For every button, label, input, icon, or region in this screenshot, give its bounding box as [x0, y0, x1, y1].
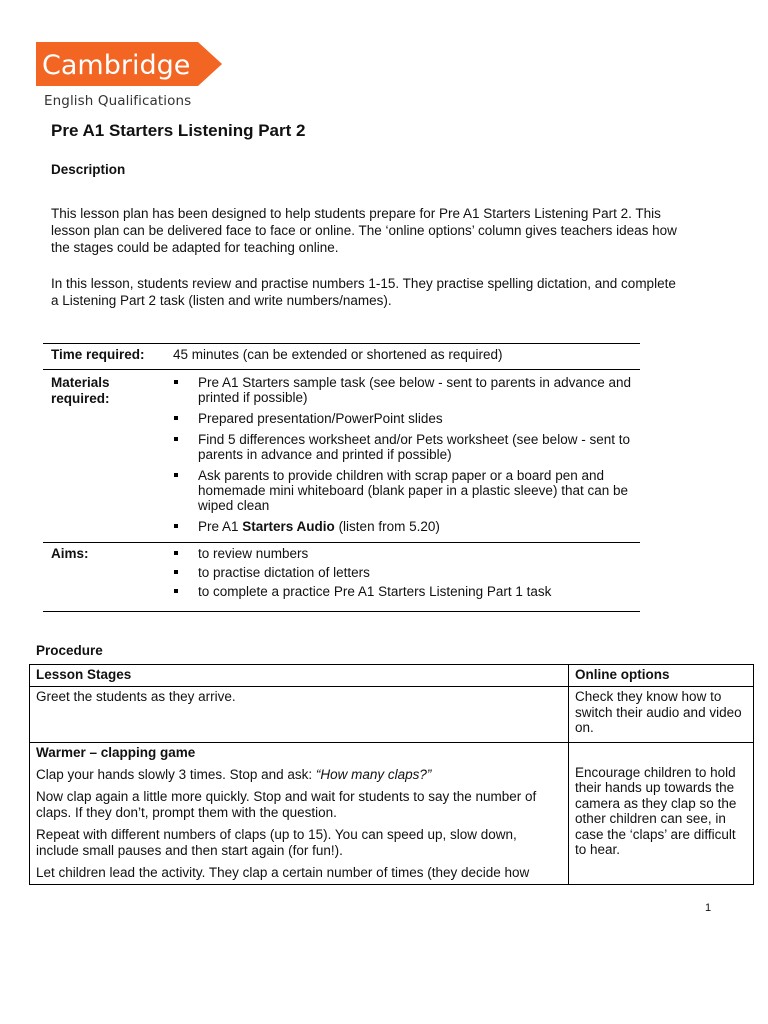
col-online-options: Online options	[569, 665, 754, 687]
description-paragraph-1: This lesson plan has been designed to help students prepare for Pre A1 Starters Listening Part 2. This lesson plan can be delivered face to face or online. The ‘online options’ column gives teachers ideas how the stages could be adapted for teaching online.	[51, 206, 677, 255]
page-number: 1	[705, 902, 712, 914]
page-title: Pre A1 Starters Listening Part 2	[51, 121, 306, 140]
col-lesson-stages: Lesson Stages	[30, 665, 569, 687]
cambridge-logo	[36, 42, 222, 86]
warmer-step: Clap your hands slowly 3 times. Stop and ask: “How many claps?”	[36, 766, 432, 782]
aims-item: to complete a practice Pre A1 Starters Listening Part 1 task	[173, 584, 640, 599]
time-value: 45 minutes (can be extended or shortened as required)	[173, 344, 640, 370]
logo-subtitle: English Qualifications	[44, 93, 192, 109]
option-cell-warmer: Encourage children to hold their hands up towards the camera as they clap so the other children can see, in case the ‘claps’ are difficult to hear.	[569, 742, 754, 884]
stage-cell: Greet the students as they arrive.	[30, 687, 569, 743]
aims-label: Aims:	[43, 543, 173, 612]
logo-brand-text: Cambridge	[42, 50, 191, 81]
option-cell: Check they know how to switch their audio and video on.	[569, 687, 754, 743]
warmer-step: Now clap again a little more quickly. Stop and wait for students to say the number of claps. If they don’t, prompt them with the question.	[36, 788, 537, 820]
procedure-table	[29, 664, 754, 885]
aims-item: to review numbers	[173, 546, 640, 561]
procedure-heading: Procedure	[36, 643, 103, 658]
starters-audio-label: Starters Audio	[242, 519, 335, 534]
warmer-step: Repeat with different numbers of claps (up to 15). You can speed up, slow down, include small pauses and then start again (for fun!).	[36, 826, 517, 858]
description-paragraph-2: In this lesson, students review and practise numbers 1-15. They practise spelling dictation, and complete a Listening Part 2 task (listen and write numbers/names).	[51, 276, 676, 308]
stage-cell-warmer	[30, 742, 569, 884]
materials-item: Pre A1 Starters sample task (see below - sent to parents in advance and printed if possible)	[173, 375, 640, 405]
materials-item-audio: Pre A1 Starters Audio (listen from 5.20)	[173, 519, 640, 534]
aims-list	[173, 546, 640, 599]
time-label: Time required:	[43, 344, 173, 370]
materials-list	[173, 375, 640, 534]
materials-label: Materials required:	[43, 370, 173, 543]
aims-row	[43, 543, 640, 612]
time-row	[43, 344, 640, 370]
warmer-step: Let children lead the activity. They clap a certain number of times (they decide how	[36, 864, 530, 880]
warmer-title: Warmer – clapping game	[36, 744, 196, 760]
lesson-info-table	[43, 343, 640, 612]
materials-item: Find 5 differences worksheet and/or Pets worksheet (see below - sent to parents in advance and printed if possible)	[173, 432, 640, 462]
aims-item: to practise dictation of letters	[173, 565, 640, 580]
materials-item: Prepared presentation/PowerPoint slides	[173, 411, 640, 426]
table-row	[30, 687, 754, 743]
materials-item: Ask parents to provide children with scrap paper or a board pen and homemade mini whiteboard (blank paper in a plastic sleeve) that can be wiped clean	[173, 468, 640, 513]
description-heading: Description	[51, 162, 126, 177]
cambridge-logo-shape	[36, 42, 222, 86]
procedure-header-row	[30, 665, 754, 687]
materials-row	[43, 370, 640, 543]
table-row	[30, 742, 754, 884]
